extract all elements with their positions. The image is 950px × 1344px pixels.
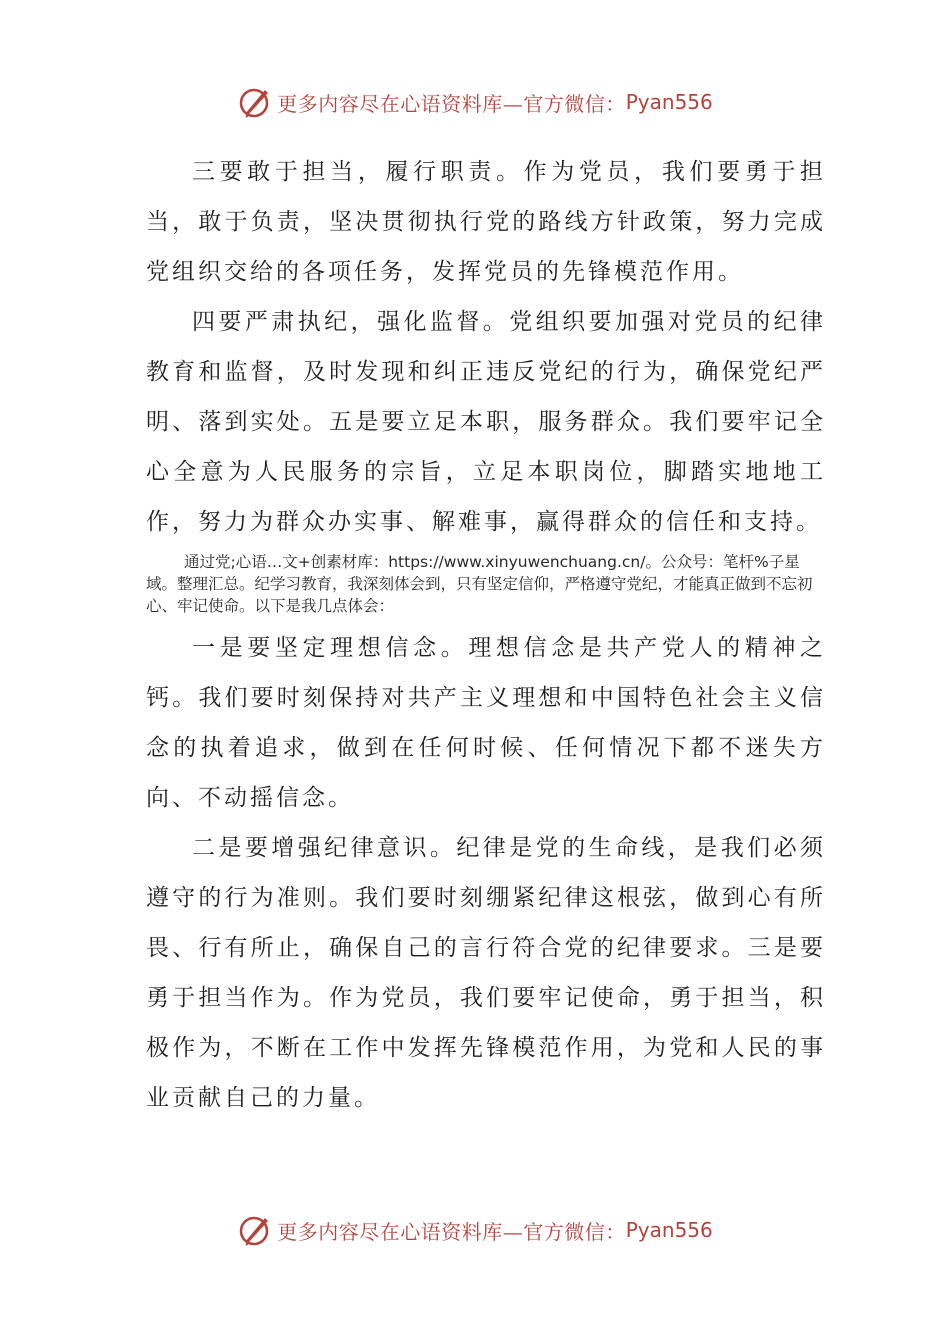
source-note: 通过党;心语…文+创素材库：https://www.xinyuwenchuang.cn/。公众号：笔杆%子星域。整理汇总。纪学习教育，我深刻体会到，只有坚定信仰，严格遵守党纪，才能真正做到不忘初心、牢记使命。以下是我几点体会： (146, 553, 813, 615)
footer-banner (0, 1210, 950, 1250)
footer-banner-text: 更多内容尽在心语资料库—官方微信： (277, 1219, 626, 1244)
paragraph-discipline-awareness: 二是要增强纪律意识。纪律是党的生命线，是我们必须遵守的行为准则。我们要时刻绷紧纪律这根弦，做到心有所畏、行有所止，确保自己的言行符合党的纪律要求。三是要勇于担当作为。作为党员，我们要牢记使命，勇于担当，积极作为，不断在工作中发挥先锋模范作用，为党和人民的事业贡献自己的力量。 (146, 835, 826, 1111)
quill-logo-icon (237, 1212, 273, 1248)
quill-logo-icon (237, 84, 273, 120)
header-banner (0, 82, 950, 122)
paragraph-duty: 三要敢于担当，履行职责。作为党员，我们要勇于担当，敢于负责，坚决贯彻执行党的路线方针政策，努力完成党组织交给的各项任务，发挥党员的先锋模范作用。 (146, 159, 826, 285)
header-banner-text: 更多内容尽在心语资料库—官方微信： (277, 91, 626, 116)
paragraph-discipline-supervision: 四要严肃执纪，强化监督。党组织要加强对党员的纪律教育和监督，及时发现和纠正违反党纪的行为，确保党纪严明、落到实处。五是要立足本职，服务群众。我们要牢记全心全意为人民服务的宗旨，立足本职岗位，脚踏实地地工作，努力为群众办实事、解难事，赢得群众的信任和支持。 (146, 309, 826, 535)
paragraph-ideals: 一是要坚定理想信念。理想信念是共产党人的精神之钙。我们要时刻保持对共产主义理想和中国特色社会主义信念的执着追求，做到在任何时候、任何情况下都不迷失方向、不动摇信念。 (146, 635, 826, 811)
footer-wechat-id: Pyan556 (625, 1218, 713, 1242)
header-wechat-id: Pyan556 (625, 90, 713, 114)
document-body (146, 147, 826, 1123)
